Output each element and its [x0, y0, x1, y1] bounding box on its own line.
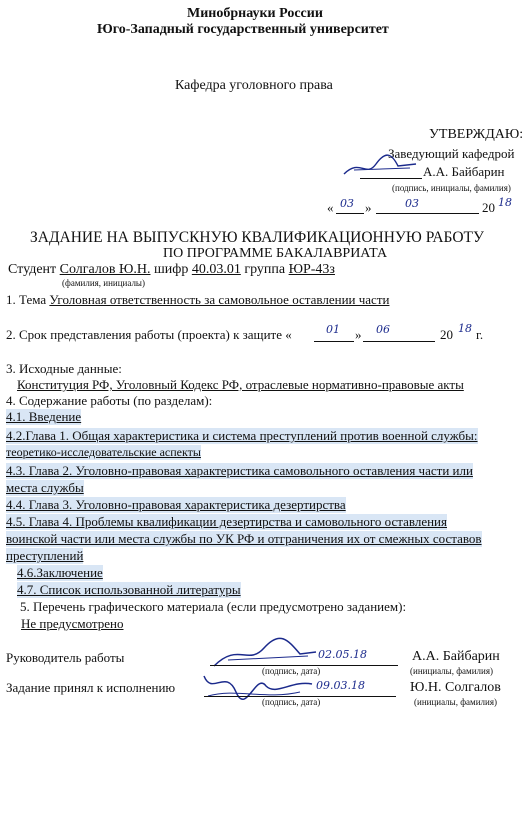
approval-year: 18 — [498, 196, 512, 209]
graphic-value: Не предусмотрено — [21, 616, 124, 631]
document-subtitle: ПО ПРОГРАММЕ БАКАЛАВРИАТА — [163, 246, 388, 261]
deadline-day-line — [314, 341, 354, 342]
source-value: Конституция РФ, Уголовный Кодекс РФ, отраслевые нормативно-правовые акты — [17, 377, 464, 392]
code-label: шифр — [153, 262, 189, 277]
accepted-label: Задание принял к исполнению — [6, 680, 176, 695]
deadline-year: 18 — [458, 322, 472, 335]
contents-item-chapter4: 4.5. Глава 4. Проблемы квалификации дезертирства и самовольного оставления — [6, 514, 447, 529]
topic-value: Уголовная ответственность за самовольное оставлении части — [49, 292, 390, 307]
source-label: 3. Исходные данные: — [6, 361, 122, 376]
contents-item-chapter4-cont: воинской части или места службы по УК РФ и отграничения их от смежных составов — [6, 531, 482, 546]
deadline-label: 2. Срок представления работы (проекта) к защите « — [6, 327, 292, 342]
supervisor-date: 02.05.18 — [318, 648, 367, 661]
ministry: Минобрнауки России — [187, 6, 323, 21]
department-name: Кафедра уголовного права — [175, 78, 333, 93]
approval-date-open: « — [327, 200, 334, 215]
deadline-month: 06 — [376, 323, 390, 336]
contents-item-references: 4.7. Список использованной литературы — [17, 582, 241, 597]
accepted-date: 09.03.18 — [316, 679, 365, 692]
accepted-sign-caption: (подпись, дата) — [262, 697, 321, 707]
deadline-month-line — [363, 341, 435, 342]
approval-date-day: 03 — [340, 197, 354, 210]
approval-year-prefix: 20 — [482, 200, 495, 215]
deadline-suffix: г. — [476, 327, 484, 342]
contents-item-chapter2-cont: места службы — [6, 480, 84, 495]
approve-heading: УТВЕРЖДАЮ: — [429, 127, 524, 142]
head-of-department: Заведующий кафедрой — [388, 146, 515, 161]
student-code: 40.03.01 — [191, 262, 241, 277]
topic-label: 1. Тема — [6, 292, 47, 307]
contents-item-chapter4-end: преступлений — [6, 548, 84, 563]
approval-month-line — [376, 213, 479, 214]
university-name: Юго-Западный государственный университет — [97, 22, 389, 37]
contents-item-chapter1-cont: теоретико-исследовательские аспекты — [6, 445, 201, 459]
topic-row — [6, 292, 389, 308]
student-row — [8, 262, 335, 278]
supervisor-name: А.А. Байбарин — [412, 649, 500, 664]
head-name: А.А. Байбарин — [423, 164, 505, 179]
head-signature-line — [360, 178, 422, 179]
graphic-label: 5. Перечень графического материала (если предусмотрено заданием): — [20, 599, 407, 614]
deadline-year-prefix: 20 — [440, 327, 453, 342]
contents-item-introduction: 4.1. Введение — [6, 409, 82, 424]
contents-item-chapter1: 4.2.Глава 1. Общая характеристика и система преступлений против военной службы: — [6, 428, 478, 443]
approval-day-line — [336, 213, 364, 214]
supervisor-label: Руководитель работы — [6, 650, 125, 665]
student-group: ЮР-43з — [288, 262, 335, 277]
contents-item-chapter2: 4.3. Глава 2. Уголовно-правовая характеристика самовольного оставления части или — [6, 463, 473, 478]
accepted-name: Ю.Н. Солгалов — [410, 680, 501, 695]
contents-item-chapter3: 4.4. Глава 3. Уголовно-правовая характеристика дезертирства — [6, 497, 346, 512]
supervisor-sign-caption: (подпись, дата) — [262, 666, 321, 676]
student-caption: (фамилия, инициалы) — [62, 278, 145, 288]
approval-date-mid: » — [365, 200, 372, 215]
contents-label: 4. Содержание работы (по разделам): — [6, 393, 213, 408]
student-label: Студент — [8, 262, 57, 277]
approval-date-month: 03 — [405, 197, 419, 210]
deadline-day: 01 — [326, 323, 340, 336]
contents-item-conclusion: 4.6.Заключение — [17, 565, 103, 580]
supervisor-name-caption: (инициалы, фамилия) — [410, 666, 493, 676]
group-label: группа — [244, 262, 286, 277]
document-title: ЗАДАНИЕ НА ВЫПУСКНУЮ КВАЛИФИКАЦИОННУЮ РАБОТУ — [30, 229, 484, 246]
accepted-name-caption: (инициалы, фамилия) — [414, 697, 497, 707]
deadline-mid: » — [355, 327, 362, 342]
head-caption: (подпись, инициалы, фамилия) — [392, 183, 511, 193]
student-name: Солгалов Ю.Н. — [59, 262, 151, 277]
